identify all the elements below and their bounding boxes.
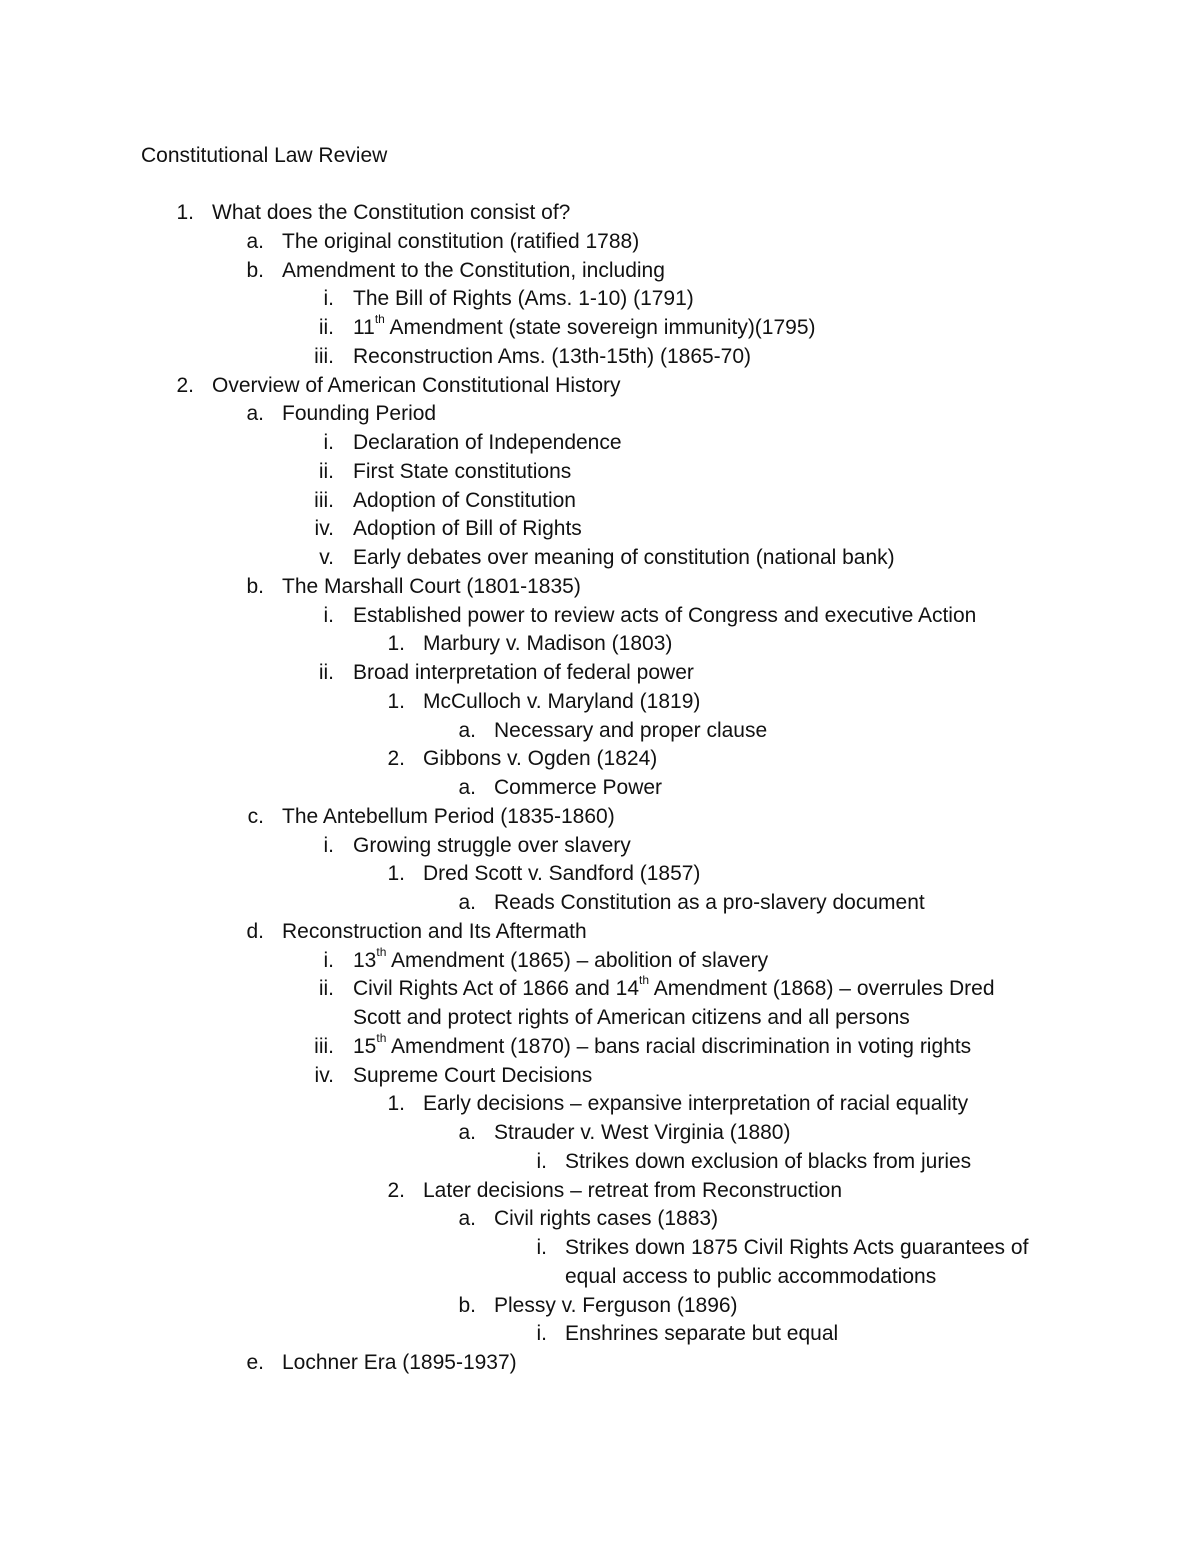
outline-text-main: Dred Scott v. Sandford (1857) xyxy=(423,862,701,886)
outline-marker: b. xyxy=(458,1293,476,1317)
outline-marker: 2. xyxy=(387,747,405,771)
outline-marker: c. xyxy=(247,804,264,828)
outline-item-level-2 xyxy=(0,257,1200,286)
outline-text-main: Civil Rights Act of 1866 and 14 xyxy=(353,977,640,1001)
outline-text-main: Growing struggle over slavery xyxy=(353,833,631,857)
outline-text-main: Adoption of Constitution xyxy=(353,488,576,512)
outline-text-main: Necessary and proper clause xyxy=(494,718,768,742)
outline-text xyxy=(494,1119,790,1147)
outline-marker: 1. xyxy=(387,689,405,713)
outline-item-level-3 xyxy=(0,515,1200,544)
outline-text-main: 11 xyxy=(353,316,375,339)
outline-marker: i. xyxy=(323,948,334,972)
outline-text xyxy=(353,602,976,630)
outline-text xyxy=(353,1062,592,1090)
outline-text xyxy=(494,1205,718,1233)
ordinal-superscript: th xyxy=(376,944,387,959)
outline-text xyxy=(212,199,570,227)
outline-text-main: Founding Period xyxy=(282,402,437,426)
outline-text xyxy=(353,487,576,515)
outline-text xyxy=(282,918,587,946)
outline-text xyxy=(353,944,769,975)
outline-item-level-4 xyxy=(0,1090,1200,1119)
outline-marker: v. xyxy=(319,546,334,569)
outline-item-level-6 xyxy=(0,1263,1200,1292)
outline-item-level-3 xyxy=(0,1004,1200,1033)
outline-text-main: Early decisions – expansive interpretation of racial equality xyxy=(423,1092,969,1116)
outline-item-level-3 xyxy=(0,944,1200,976)
outline-marker: i. xyxy=(323,431,334,454)
outline-marker: 1. xyxy=(387,862,405,886)
outline-marker: e. xyxy=(246,1351,264,1374)
outline-text-main: Declaration of Independence xyxy=(353,431,622,454)
outline-text-main: Adoption of Bill of Rights xyxy=(353,517,582,541)
outline-marker: 1. xyxy=(176,201,194,224)
outline-text-rest: Amendment (1865) – abolition of slavery xyxy=(386,948,769,972)
outline-item-level-5 xyxy=(0,774,1200,803)
outline-text xyxy=(423,630,672,658)
outline-text xyxy=(423,860,700,888)
outline-text xyxy=(565,1320,838,1348)
outline-marker: d. xyxy=(246,919,264,943)
outline-item-level-5 xyxy=(0,717,1200,746)
outline-item-level-4 xyxy=(0,860,1200,889)
outline-text-main: Strikes down 1875 Civil Rights Acts guarantees of xyxy=(565,1236,1029,1259)
outline-marker: iv. xyxy=(314,517,334,541)
outline-text-main: Gibbons v. Ogden (1824) xyxy=(423,747,658,771)
outline-item-level-3 xyxy=(0,285,1200,314)
outline-item-level-2 xyxy=(0,918,1200,947)
outline-item-level-3 xyxy=(0,832,1200,861)
outline-item-level-1 xyxy=(0,199,1200,228)
outline-item-level-4 xyxy=(0,630,1200,659)
outline-marker: ii. xyxy=(318,661,334,684)
outline-text xyxy=(353,1030,972,1061)
outline-text-rest: Amendment (1868) – overrules Dred xyxy=(649,977,995,1001)
outline-text-main: Scott and protect rights of American citizens and all persons xyxy=(353,1006,910,1029)
outline-item-level-2 xyxy=(0,1349,1200,1378)
outline-text-main: Plessy v. Ferguson (1896) xyxy=(494,1293,738,1317)
outline-text-main: What does the Constitution consist of? xyxy=(212,201,571,224)
outline-text xyxy=(423,745,657,773)
outline-text xyxy=(353,515,582,543)
outline-text-main: Overview of American Constitutional History xyxy=(212,373,621,397)
document-title: Constitutional Law Review xyxy=(141,144,388,167)
outline-item-level-3 xyxy=(0,458,1200,487)
outline-item-level-2 xyxy=(0,573,1200,602)
outline-marker: 2. xyxy=(387,1178,405,1202)
outline-text xyxy=(212,372,621,400)
ordinal-superscript: th xyxy=(376,1030,387,1045)
outline-text-main: Marbury v. Madison (1803) xyxy=(423,632,673,656)
outline-text xyxy=(282,573,581,601)
outline-text xyxy=(353,458,571,486)
outline-item-level-6 xyxy=(0,1320,1200,1349)
outline-marker: ii. xyxy=(318,977,334,1001)
outline-item-level-3 xyxy=(0,343,1200,372)
outline-item-level-5 xyxy=(0,1292,1200,1321)
outline-text-rest: Amendment (state sovereign immunity)(1795) xyxy=(384,316,816,339)
outline-text-main: Civil rights cases (1883) xyxy=(494,1207,719,1231)
outline-marker: a. xyxy=(246,229,264,253)
outline-text-main: The Antebellum Period (1835-1860) xyxy=(282,804,615,828)
outline-item-level-6 xyxy=(0,1234,1200,1263)
outline-text xyxy=(353,832,631,860)
outline-marker: iii. xyxy=(314,488,334,512)
outline-item-level-4 xyxy=(0,688,1200,717)
outline-marker: b. xyxy=(246,258,264,282)
outline-text-main: Strauder v. West Virginia (1880) xyxy=(494,1121,791,1144)
outline-text-main: 13 xyxy=(353,948,377,972)
outline-marker: i. xyxy=(536,1236,547,1259)
outline-marker: 2. xyxy=(176,373,194,397)
outline-item-level-5 xyxy=(0,1119,1200,1148)
outline-text xyxy=(353,659,694,687)
outline-marker: i. xyxy=(323,287,334,311)
outline-text xyxy=(282,1349,517,1377)
outline-text-main: The Bill of Rights (Ams. 1-10) (1791) xyxy=(353,287,694,311)
outline-item-level-5 xyxy=(0,889,1200,918)
outline-marker: i. xyxy=(323,603,334,627)
outline-item-level-3 xyxy=(0,659,1200,688)
outline-text-main: Reconstruction and Its Aftermath xyxy=(282,919,587,943)
outline-text xyxy=(353,314,816,342)
outline-marker: b. xyxy=(246,574,264,598)
outline-text-main: Supreme Court Decisions xyxy=(353,1063,593,1087)
outline-item-level-1 xyxy=(0,372,1200,401)
outline-item-level-2 xyxy=(0,228,1200,257)
outline-marker: a. xyxy=(458,776,476,799)
outline-item-level-6 xyxy=(0,1148,1200,1177)
outline-marker: a. xyxy=(246,402,264,426)
outline-list xyxy=(0,199,1200,1378)
outline-marker: i. xyxy=(536,1149,547,1173)
outline-text-main: Strikes down exclusion of blacks from juries xyxy=(565,1149,972,1173)
outline-text xyxy=(353,343,751,371)
outline-marker: a. xyxy=(458,718,476,742)
outline-item-level-3 xyxy=(0,487,1200,516)
ordinal-superscript: th xyxy=(639,973,650,988)
outline-text-main: 15 xyxy=(353,1034,377,1058)
outline-text-main: Reads Constitution as a pro-slavery document xyxy=(494,891,925,914)
outline-item-level-5 xyxy=(0,1205,1200,1234)
outline-text xyxy=(423,1090,968,1118)
outline-text-main: Commerce Power xyxy=(494,776,663,799)
outline-item-level-3 xyxy=(0,975,1200,1004)
outline-text-main: Lochner Era (1895-1937) xyxy=(282,1351,517,1374)
outline-text xyxy=(494,717,767,745)
outline-text-main: The Marshall Court (1801-1835) xyxy=(282,574,581,598)
outline-item-level-3 xyxy=(0,429,1200,458)
outline-marker: a. xyxy=(458,1121,476,1144)
outline-marker: 1. xyxy=(387,1092,405,1116)
outline-text xyxy=(353,544,895,572)
outline-marker: i. xyxy=(323,833,334,857)
outline-item-level-3 xyxy=(0,602,1200,631)
outline-marker: a. xyxy=(458,891,476,914)
outline-marker: iii. xyxy=(314,1034,334,1058)
outline-text xyxy=(353,429,622,457)
outline-item-level-4 xyxy=(0,745,1200,774)
outline-marker: 1. xyxy=(387,632,405,656)
outline-text-main: The original constitution (ratified 1788) xyxy=(282,229,640,253)
outline-text xyxy=(494,889,925,917)
outline-text-main: McCulloch v. Maryland (1819) xyxy=(423,689,701,713)
outline-text-main: Reconstruction Ams. (13th-15th) (1865-70) xyxy=(353,344,752,368)
outline-text xyxy=(353,1004,910,1032)
outline-text xyxy=(282,257,665,285)
outline-marker: iv. xyxy=(314,1063,334,1087)
outline-text xyxy=(565,1263,936,1291)
outline-text xyxy=(423,688,700,716)
outline-item-level-3 xyxy=(0,544,1200,573)
outline-text xyxy=(423,1177,842,1205)
outline-text xyxy=(565,1234,1028,1262)
outline-item-level-2 xyxy=(0,400,1200,429)
outline-text-main: Early debates over meaning of constitution (national bank) xyxy=(353,546,895,569)
outline-text xyxy=(282,228,639,256)
outline-marker: i. xyxy=(536,1322,547,1346)
outline-marker: a. xyxy=(458,1207,476,1231)
outline-item-level-2 xyxy=(0,803,1200,832)
outline-item-level-3 xyxy=(0,1030,1200,1062)
ordinal-superscript: th xyxy=(374,312,385,326)
outline-text-main: equal access to public accommodations xyxy=(565,1264,937,1288)
outline-text xyxy=(565,1148,971,1176)
outline-text xyxy=(353,975,995,1003)
outline-text-main: First State constitutions xyxy=(353,459,572,483)
outline-text-main: Broad interpretation of federal power xyxy=(353,661,694,684)
outline-text-main: Amendment to the Constitution, including xyxy=(282,258,665,282)
outline-marker: ii. xyxy=(318,316,334,339)
outline-text xyxy=(494,774,662,802)
outline-text xyxy=(494,1292,738,1320)
outline-item-level-3 xyxy=(0,1062,1200,1091)
outline-text-rest: Amendment (1870) – bans racial discrimination in voting rights xyxy=(386,1034,972,1058)
outline-text-main: Later decisions – retreat from Reconstruction xyxy=(423,1178,843,1202)
outline-text xyxy=(353,285,694,313)
outline-text-main: Established power to review acts of Congress and executive Action xyxy=(353,603,977,627)
outline-item-level-3 xyxy=(0,314,1200,343)
outline-marker: iii. xyxy=(314,344,334,368)
outline-text xyxy=(282,400,436,428)
outline-text-main: Enshrines separate but equal xyxy=(565,1322,839,1346)
outline-text xyxy=(282,803,615,831)
outline-item-level-4 xyxy=(0,1177,1200,1206)
outline-marker: ii. xyxy=(318,459,334,483)
